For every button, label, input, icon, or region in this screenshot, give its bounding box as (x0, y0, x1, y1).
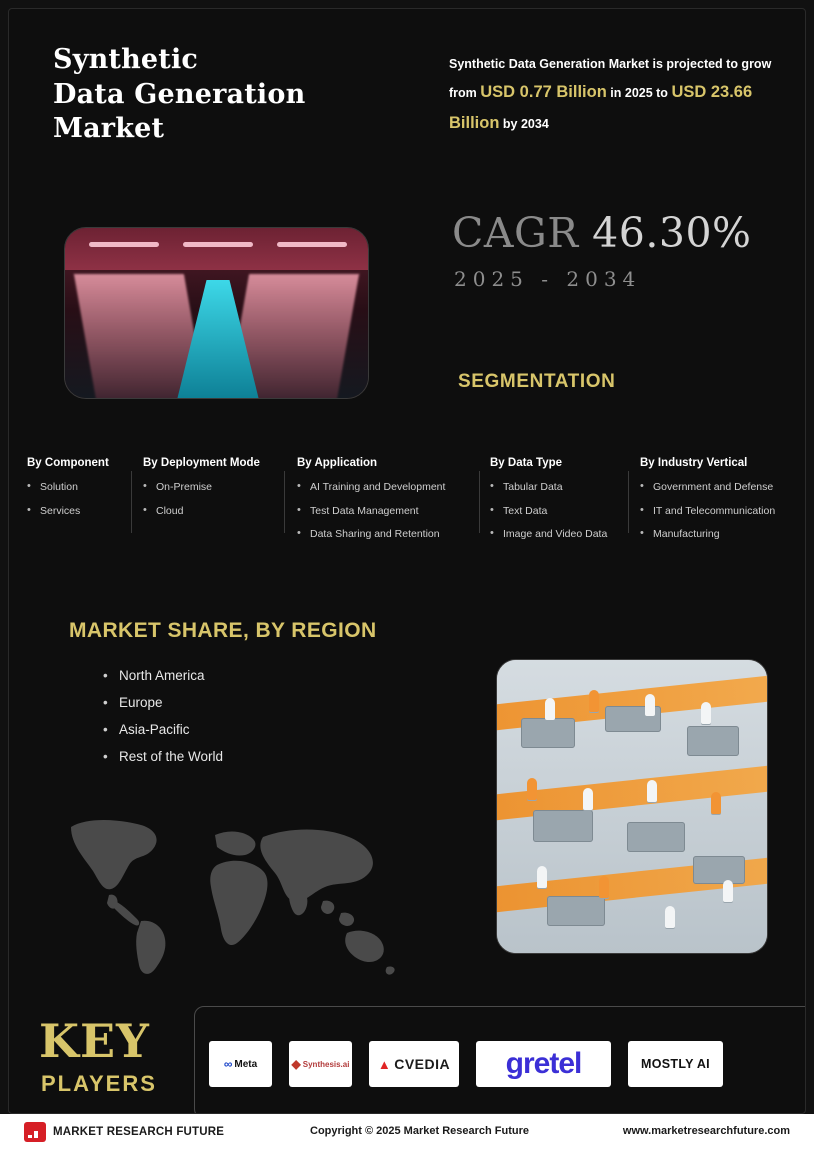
segment-head: By Component (27, 457, 109, 469)
footer-copyright: Copyright © 2025 Market Research Future (310, 1125, 530, 1137)
key-players-logo-strip (209, 1031, 799, 1097)
logo-gretel-label: gretel (505, 1047, 582, 1080)
segment-head: By Industry Vertical (640, 457, 748, 469)
segment-item: • Solution (27, 482, 122, 493)
segmentation-column-industry-vertical (640, 457, 805, 553)
region-item: • Europe (101, 689, 223, 716)
key-players-word-players: PLAYERS (41, 1071, 157, 1096)
blurb-value-2025: USD 0.77 Billion (480, 82, 607, 101)
infographic-canvas (8, 8, 806, 1114)
segment-item: • Data Sharing and Retention (297, 529, 467, 540)
blurb-suffix: by 2034 (502, 117, 549, 132)
segment-item: • Text Data (490, 506, 620, 517)
title-line-1: Synthetic (53, 44, 199, 75)
segmentation-heading: SEGMENTATION (458, 371, 616, 392)
segment-item: • Services (27, 506, 122, 517)
blurb-mid: in 2025 to (610, 85, 668, 100)
market-share-heading: MARKET SHARE, BY REGION (69, 619, 377, 642)
key-players-word-key: KEY (39, 1014, 150, 1068)
cagr-label: CAGR (452, 209, 579, 257)
world-map-graphic (57, 809, 397, 979)
cagr-block (452, 209, 792, 257)
blurb-value-2034: USD 23.66 Billion (449, 82, 753, 133)
segment-head: By Data Type (490, 457, 563, 469)
logo-synthesis-ai[interactable]: ◆ Synthesis.ai (289, 1041, 352, 1087)
segment-item: • On-Premise (143, 482, 273, 493)
segment-item: • Image and Video Data (490, 529, 620, 540)
cagr-value: 46.30% (592, 209, 752, 257)
segment-head: By Deployment Mode (143, 457, 260, 469)
logo-cvedia-label: CVEDIA (394, 1056, 451, 1072)
segmentation-column-component (27, 457, 132, 529)
cagr-years: 2025 - 2034 (454, 267, 642, 291)
factory-isometric-image (496, 659, 768, 954)
logo-synthesis-label: Synthesis.ai (302, 1059, 350, 1069)
footer-brand (24, 1122, 224, 1142)
logo-meta[interactable]: ∞ Meta (209, 1041, 272, 1087)
segment-head: By Application (297, 457, 378, 469)
logo-mostly-ai[interactable] (628, 1041, 723, 1087)
segment-item: • Cloud (143, 506, 273, 517)
page-title (53, 43, 423, 147)
logo-meta-label: Meta (234, 1058, 258, 1070)
segment-item: • IT and Telecommunication (640, 506, 795, 517)
segment-item: • Government and Defense (640, 482, 795, 493)
market-summary-text (449, 53, 779, 139)
logo-mostly-label: MOSTLY AI (641, 1057, 710, 1071)
region-item: • Asia-Pacific (101, 716, 223, 743)
logo-gretel[interactable] (476, 1041, 611, 1087)
title-line-3: Market (53, 113, 165, 145)
segmentation-column-data-type (490, 457, 630, 553)
blurb-prefix: Synthetic Data Generation Market is projected to grow from (449, 57, 772, 100)
segmentation-column-deployment-mode (143, 457, 283, 529)
factory-conveyor-image (64, 227, 369, 399)
logo-cvedia[interactable]: ▲ CVEDIA (369, 1041, 459, 1087)
segment-item: • Tabular Data (490, 482, 620, 493)
segment-item: • AI Training and Development (297, 482, 467, 493)
region-item: • North America (101, 662, 223, 689)
title-line-2: Data Generation (53, 78, 306, 110)
region-item: • Rest of the World (101, 743, 223, 770)
mrfr-logo-icon (24, 1122, 46, 1142)
market-share-region-list (101, 662, 223, 770)
footer-brand-label: MARKET RESEARCH FUTURE (53, 1126, 225, 1138)
footer-bar (0, 1114, 814, 1150)
segmentation-column-application (297, 457, 477, 553)
segment-item: • Test Data Management (297, 506, 467, 517)
segmentation-table (9, 457, 806, 575)
segment-item: • Manufacturing (640, 529, 795, 540)
footer-url[interactable]: www.marketresearchfuture.com (622, 1125, 790, 1137)
